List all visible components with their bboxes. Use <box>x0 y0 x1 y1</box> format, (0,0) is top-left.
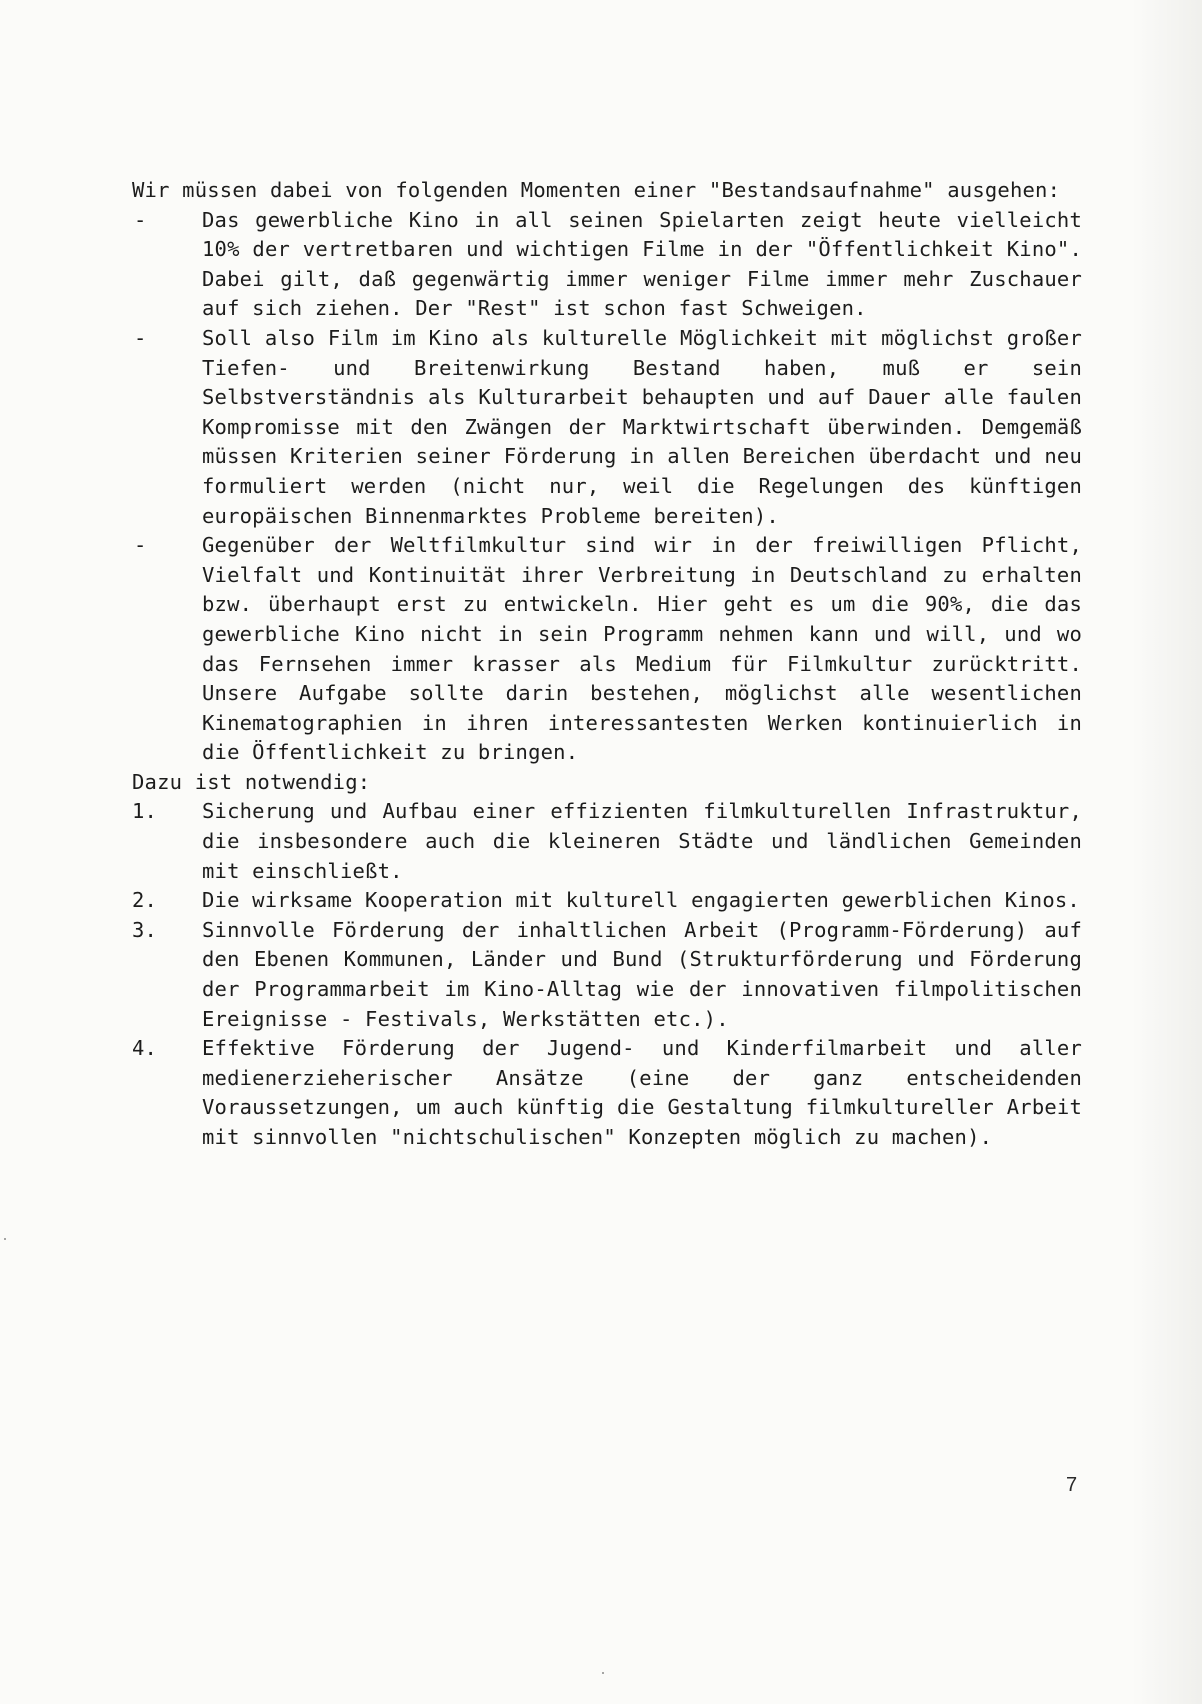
page-edge-shadow <box>1132 0 1202 1704</box>
dash-marker: - <box>134 325 147 350</box>
number-marker: 4. <box>132 1036 158 1061</box>
dash-list-item <box>132 531 1082 768</box>
document-body <box>132 176 1082 1153</box>
numbered-list-item <box>132 1034 1082 1152</box>
page-number: 7 <box>1066 1474 1078 1496</box>
scan-speck <box>602 1672 604 1674</box>
numbered-item-text: Effektive Förderung der Jugend- und Kinderfilmarbeit und aller medienerzieherischer Ansätze (eine der ganz entscheidenden Voraussetzungen, um auch künftig die Gestaltung filmkultureller Arbeit mit sinnvollen "nichtschulischen" Konzepten möglich zu machen). <box>202 1036 1082 1149</box>
dash-item-text: Das gewerbliche Kino in all seinen Spielarten zeigt heute vielleicht 10% der vertretbaren und wichtigen Filme in der "Öffentlichkeit Kino". Dabei gilt, daß gegenwärtig immer weniger Filme immer mehr Zuschauer auf sich ziehen. Der "Rest" ist schon fast Schweigen. <box>202 207 1082 321</box>
numbered-item-text: Sinnvolle Förderung der inhaltlichen Arbeit (Programm-Förderung) auf den Ebenen Kommunen, Länder und Bund (Strukturförderung und Förderung der Programmarbeit im Kino-Alltag wie der innovativen filmpolitischen Ereignisse - Festivals, Werkstätten etc.). <box>202 917 1082 1031</box>
numbered-list-item <box>132 886 1082 916</box>
dash-item-text: Gegenüber der Weltfilmkultur sind wir in der freiwilligen Pflicht, Vielfalt und Kontinuität ihrer Verbreitung in Deutschland zu erhalten bzw. überhaupt erst zu entwickeln. Hier geht es um die 90%, die das gewerbliche Kino nicht in sein Programm nehmen kann und will, und wo das Fernsehen immer krasser als Medium für Filmkultur zurücktritt. Unsere Aufgabe sollte darin bestehen, möglichst alle wesentlichen Kinematographien in ihren interessantesten Werken kontinuierlich in die Öffentlichkeit zu bringen. <box>202 533 1082 765</box>
numbered-list-item <box>132 797 1082 886</box>
dash-marker: - <box>134 207 147 232</box>
dash-marker: - <box>134 533 147 558</box>
scan-speck <box>4 1238 6 1240</box>
dash-list-item <box>132 206 1082 324</box>
dash-item-text: Soll also Film im Kino als kulturelle Möglichkeit mit möglichst großer Tiefen- und Breitenwirkung Bestand haben, muß er sein Selbstverständnis als Kulturarbeit behaupten und auf Dauer alle faulen Kompromisse mit den Zwängen der Marktwirtschaft überwinden. Demgemäß müssen Kriterien seiner Förderung in allen Bereichen überdacht und neu formuliert werden (nicht nur, weil die Regelungen des künftigen europäischen Binnenmarktes Probleme bereiten). <box>202 325 1082 528</box>
numbered-item-text: Die wirksame Kooperation mit kulturell engagierten gewerblichen Kinos. <box>202 888 1080 913</box>
number-marker: 2. <box>132 888 158 913</box>
needed-intro: Dazu ist notwendig: <box>132 769 371 794</box>
numbered-item-text: Sicherung und Aufbau einer effizienten filmkulturellen Infrastruktur, die insbesondere auch die kleineren Städte und ländlichen Gemeinden mit einschließt. <box>202 799 1082 883</box>
intro-paragraph: Wir müssen dabei von folgenden Momenten einer "Bestandsaufnahme" ausgehen: <box>132 178 1061 202</box>
number-marker: 1. <box>132 799 158 824</box>
numbered-list-item <box>132 916 1082 1034</box>
dash-list-item <box>132 324 1082 531</box>
number-marker: 3. <box>132 917 158 942</box>
